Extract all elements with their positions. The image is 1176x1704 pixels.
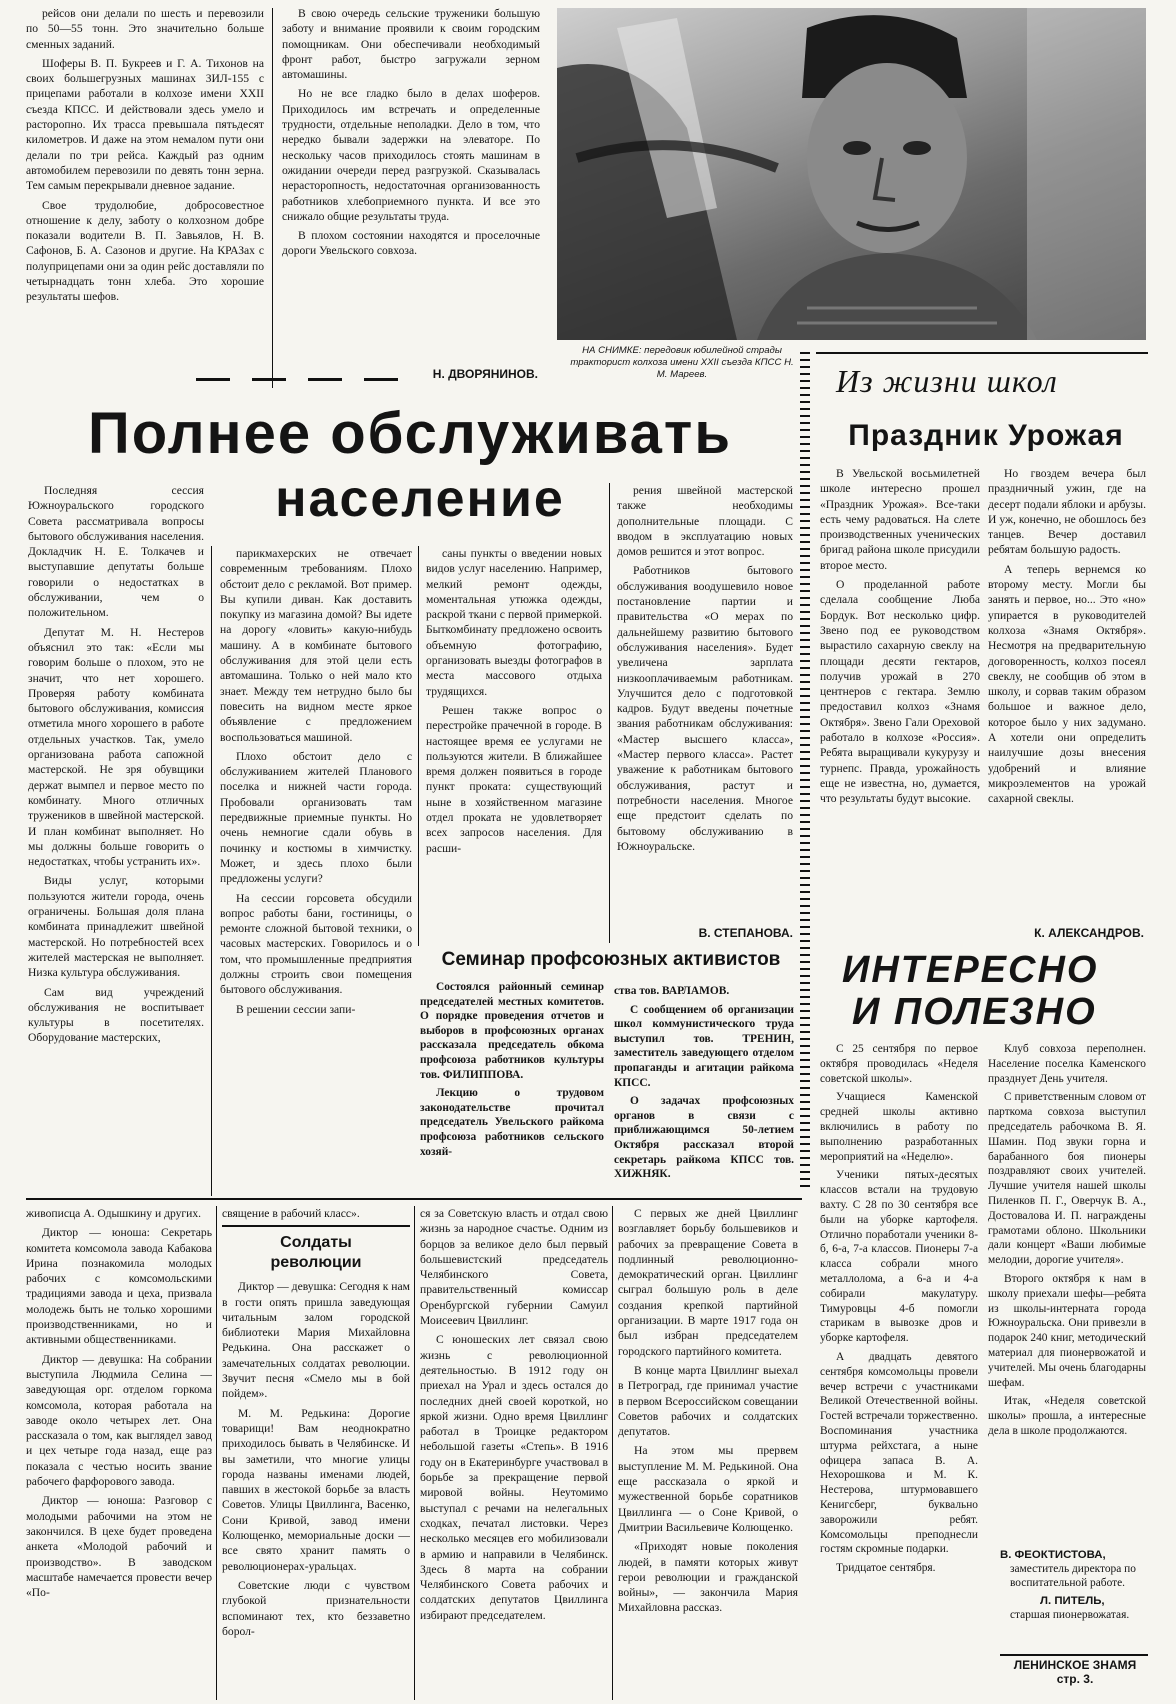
column-divider <box>414 1206 415 1700</box>
paragraph: Итак, «Неделя советской школы» прошла, а интересные дела в школе продолжаются. <box>988 1395 1146 1437</box>
seminar-title: Семинар профсоюзных активистов <box>441 949 781 970</box>
top-column-1 <box>26 6 264 390</box>
paragraph: Депутат М. Н. Нестеров объяснил это так: «Если мы говорим больше о плохом, это не значит, что нет хорошего. Проверяя работу комбината бытового обслуживания, комиссия отметила много хорошего в работе отдельных участков. Так, умело организована работа сапожной мастерской. Не зря обувщики держат вымпел и первое место по комбинату. Много отличных тружеников в швейной мастерской. И план комбинат выполняет. Но мы должны больше говорить о недостатках, чтобы устранить их». <box>28 625 204 869</box>
paragraph: Диктор — юноша: Секретарь комитета комсомола завода Кабакова Ирина познакомила молодых рабочих с комсомольскими традициями завода и цеха, призвала молодежь быть не только хорошими производственниками, но и активными общественниками. <box>26 1226 212 1347</box>
paragraph: В решении сессии запи- <box>236 1002 356 1016</box>
separator-dash <box>252 378 286 381</box>
paragraph: Диктор — юноша: Разговор с молодыми рабочими на этом не закончился. В цехе будет проведена анкета «Молодой рабочий и производство». В заводском масштабе намечается провести вечер «По- <box>26 1494 212 1600</box>
decorative-chain-divider <box>800 352 810 1192</box>
article1-column-1 <box>28 483 204 1195</box>
photo-caption: НА СНИМКЕ: передовик юбилейной страды тракторист колхоза имени XXII съезда КПСС Н. М. Мареев. <box>570 345 794 380</box>
paragraph: С юношеских лет связал свою жизнь с революционной деятельностью. В 1912 году он приехал на Урал и здесь остался до последних дней своей короткой, но яркой жизни. Одно время Цвиллинг работал в Троицке редактором небольшой газеты «Степь». В 1916 году он в Екатеринбурге участвовал в борьбе за прекращение первой мировой войны. Неутомимо выступал с речами на нелегальных сходках, печатал листовки. Через несколько месяцев его мобилизовали в армию и направили в Челябинск. Здесь 8 марта на собрании Челябинского Совета рабочих и солдатских депутатов Цвиллинга избирают председателем. <box>420 1333 608 1622</box>
schools-column-1 <box>820 466 980 946</box>
interesting-column-1 <box>820 1042 978 1674</box>
paragraph: Шоферы В. П. Букреев и Г. А. Тихонов на своих большегрузных машинах ЗИЛ-155 с прицепами работали в колхозе имени XXII съезда КПСС. И действовали здесь умело и расторопно. Их трасса превышала пятьдесят километров. И даже на этом немалом пути они делали по три рейса. Каждый раз одним автомобилем перевозили по девять тонн зерна. Тем самым перекрывали дневное задание. <box>26 56 264 193</box>
paragraph: На сессии горсовета обсудили вопрос работы бани, гостиницы, о ремонте сложной бытовой техники, о часовых мастерских. Говорилось и о том, что промышленные предприятия должны строить свои помещения бытового обслуживания. <box>220 891 412 997</box>
paragraph: живописца А. Одышкину и других. <box>26 1207 202 1220</box>
column-divider <box>418 546 419 946</box>
bottom-column-4 <box>618 1206 798 1700</box>
paragraph: Свое трудолюбие, добросовестное отношение к делу, заботу о колхозном добре показали водители В. П. Завьялов, Н. В. Сафонов, Б. А. Сазонов и другие. На КРАЗах с полуприцепами они за один рейс доставляли по четырнадцать тонн хлеба. Это хорошие результаты шефов. <box>26 198 264 304</box>
column-divider <box>216 1206 217 1700</box>
paragraph: Плохо обстоит дело с обслуживанием жителей Планового поселка и нижней части города. Пробовали организовать там передвижные приемные пункты. Но очень немногие сдали обувь в починку и костюмы в химчистку. Может, и здесь плохо были предложены услуги? <box>220 749 412 886</box>
headline-line-2: население <box>275 470 565 528</box>
paragraph: С сообщением об организации школ коммунистического труда выступил тов. ТРЕНИН, заместитель заведующего отделом пропаганды и агитации райкома КПСС. <box>614 1003 794 1089</box>
paragraph: М. М. Редькина: Дорогие товарищи! Вам неоднократно приходилось бывать в Челябинске. И вы заметили, что многие улицы города названы именами людей, павших в жестокой борьбе за власть Советов. Улицы Цвиллинга, Васенко, Сони Кривой, завод имени Колющенко, мемориальные доски — все свято хранит память о революционерах-уральцах. <box>222 1406 410 1573</box>
signature-dvoryaninov: Н. ДВОРЯНИНОВ. <box>432 367 538 381</box>
signature-role: старшая пионервожатая. <box>1010 1609 1130 1621</box>
paragraph: Сам вид учреждений обслуживания не воспитывает культуры в посетителях. Оборудование мастерских, <box>28 985 204 1045</box>
paragraph: Ученики пятых-десятых классов встали на трудовую вахту. С 28 по 30 сентября все были на уборке картофеля. Отлично поработали ученики 8-б, 6-а, 7-а классов. Пионеры 7-а класса собрали много металлолома, а 6-а и 4-а собирали макулатуру. Тимуровцы 4-б помогли старикам в вывозке дров и уборке картофеля. <box>820 1169 978 1345</box>
paragraph: С приветственным словом от парткома совхоза выступил председатель рабочкома В. Я. Шамин. Под звуки горна и барабанного боя пионеры поздравляют своих учителей. Лучшие учителя нашей школы Пиленков П. Г., Оверчук В. А., Достовалова И. П. награждены грамотами облоно. Школьники дали концерт «Ваши любимые мелодии, дорогие учителя». <box>988 1091 1146 1267</box>
article1-column-2 <box>220 546 412 1196</box>
paragraph: С первых же дней Цвиллинг возглавляет борьбу большевиков и рабочих за превращение Совета в подлинный революционно-демократический орган. Цвиллинг сыграл большую роль в деле создания крепкой партийной организации. В марте 1917 года он был избран председателем городского партийного комитета. <box>618 1207 798 1358</box>
paragraph: Состоялся районный семинар председателей местных комитетов. О порядке проведения отчетов и выборов в профсоюзных органах рассказала председатель обкома профсоюза работников культуры тов. ФИЛИППОВА. <box>420 981 604 1081</box>
paragraph: На этом мы прервем выступление М. М. Редькиной. Она еще рассказала о яркой и мужественной борьбе соратников Цвиллинга — о Соне Кривой, о Дмитрии Васильевиче Колющенко. <box>618 1444 798 1534</box>
rubric-top-rule <box>816 352 1148 354</box>
photo-tractor-driver <box>557 8 1146 340</box>
paragraph: В конце марта Цвиллинг выехал в Петроград, где принимал участие в первом Всероссийском совещании Советов рабочих и солдатских депутатов. <box>618 1363 798 1439</box>
paragraph: ся за Советскую власть и отдал свою жизнь за народное счастье. Одним из борцов за великое дело был первый большевистский председатель Челябинского Совета, правительственный комиссар Оренбургской губернии Самуил Моисеевич Цвиллинг. <box>420 1207 608 1328</box>
soldiers-title: Солдаты революции <box>270 1234 362 1272</box>
paragraph: О проделанной работе сделала сообщение Люба Бордук. Вот несколько цифр. Звено под ее руководством вырастило сахарную свеклу на площади десяти гектаров, получив урожай в 270 центнеров с гектара. Землю предоставил колхоз «Знамя Октября». Звено Гали Ореховой работало в колхозе «Россия». Ребята выращивали кукурузу и турнепс. Правда, урожайность еще не известна, но, думается, что результаты будут высокие. <box>820 578 980 806</box>
paragraph: «Приходят новые поколения людей, в памяти которых живут герои революции и гражданской войны», — закончила Мария Михайловна рассказ. <box>618 1540 798 1615</box>
paragraph: В плохом состоянии находятся и проселочные дороги Увельского совхоза. <box>282 229 540 258</box>
paragraph: Работников бытового обслуживания воодушевило новое постановление партии и правительства «О мерах по дальнейшему развитию бытового обслуживания населения». Будет увеличена зарплата низкооплачиваемым работникам. Улучшится дело с подготовкой кадров. Будут введены почетные звания работникам обслуживания: «Мастер высшего класса», «Мастер первого класса». Растет уважение к работникам бытового обслуживания, растут и потребности населения. Многое еще предстоит сделать по бытовому обслуживанию в Южноуральске. <box>617 564 793 853</box>
signature-pitel: Л. ПИТЕЛЬ, <box>1040 1595 1105 1607</box>
paragraph: Лекцию о трудовом законодательстве прочитал председатель Увельского райкома профсоюза работников сельского хозяй- <box>420 1087 604 1158</box>
signature-aleksandrov: К. АЛЕКСАНДРОВ. <box>1034 926 1144 940</box>
heading-rule <box>222 1225 410 1227</box>
paragraph: Второго октября к нам в школу приехали шефы—ребята из школы-интерната города Южноуральска. Они привезли в подарок 240 книг, методический материал для пионервожатой и учителей. Мы очень благодарны шефам. <box>988 1272 1146 1389</box>
bottom-column-1 <box>26 1206 212 1700</box>
paragraph: рейсов они делали по шесть и перевозили по 50—55 тонн. Это значительно больше сменных заданий. <box>26 7 264 51</box>
newspaper-footer: ЛЕНИНСКОЕ ЗНАМЯ стр. 3. <box>1013 1658 1137 1686</box>
column-divider <box>612 1206 613 1700</box>
column-divider <box>211 546 212 1196</box>
seminar-column-1 <box>420 980 604 1190</box>
paragraph: Тридцатое сентября. <box>836 1562 936 1575</box>
bottom-column-3 <box>420 1206 608 1700</box>
paragraph: А двадцать девятого сентября комсомольцы провели вечер встречи с участниками Великой Отечественной войны. Гостей встречали торжественно. Воспоминания участника штурма рейхстага, а ныне офицера запаса В. А. Нехорошкова и М. К. Нестерова, штурмовавшего Кенигсберг, буквально заворожили ребят. Комсомольцы преподнесли гостям скромные подарки. <box>820 1350 978 1556</box>
photo-illustration <box>557 8 1146 340</box>
paragraph: В Увельской восьмилетней школе интересно прошел «Праздник Урожая». Все-таки есть чему радоваться. На слете производственных ученических бригад района школе присудили второе место. <box>820 467 980 572</box>
signature-feoktistova: В. ФЕОКТИСТОВА, <box>1000 1549 1106 1561</box>
paragraph: саны пункты о введении новых видов услуг населению. Например, мелкий ремонт одежды, моментальная утюжка одежды, раскрой ткани с первой примеркой. Быткомбинату предложено освоить объемную фотографию, организовать выезды фотографов в места массового отдыха трудящихся. <box>426 547 602 698</box>
paragraph: Диктор — девушка: На собрании выступила Людмила Селина — заведующая орг. отделом горкома комсомола, которая работала на заводе около четырех лет. Она рассказала о том, как выглядел завод и цех четыре года назад, еще раз показала с честью носить звание рабочего фарфорового завода. <box>26 1352 212 1489</box>
schools-column-2 <box>988 466 1146 922</box>
paragraph: Но гвоздем вечера был праздничный ужин, где на десерт подали яблоки и арбузы. И уж, конечно, не обошлось без танцев. Вечер доставил ребятам большую радость. <box>988 467 1146 557</box>
paragraph: Учащиеся Каменской средней школы активно включились в работу по выполнению разработанных мероприятий на «Неделю». <box>820 1091 978 1163</box>
seminar-column-2 <box>614 984 794 1190</box>
interesting-column-2 <box>988 1042 1146 1542</box>
paragraph: Виды услуг, которыми пользуются жители города, очень ограничены. Большая доля плана комбината принадлежит швейной мастерской. Но потребностей всех жителей мастерская не выполняет. Низка культура обслуживания. <box>28 874 204 980</box>
paragraph: Диктор — девушка: Сегодня к нам в гости опять пришла заведующая читальным залом городской библиотеки Мария Михайловна Редькина. Она расскажет о замечательных солдатах революции. Звучит песня «Смело мы в бой пойдем». <box>222 1280 410 1401</box>
paragraph: священие в рабочий класс». <box>222 1207 360 1220</box>
paragraph: Клуб совхоза переполнен. Население поселка Каменского празднует День учителя. <box>988 1043 1146 1085</box>
interesting-title-line-2: И ПОЛЕЗНО <box>852 991 1097 1033</box>
schools-title: Праздник Урожая <box>848 419 1124 452</box>
paragraph: О задачах профсоюзных органов в связи с приближающимся 50-летием Октября рассказал второй секретарь райкома КПСС тов. ХИЖНЯК. <box>614 1095 794 1181</box>
article1-column-3 <box>426 546 602 946</box>
paragraph: С 25 сентября по первое октября проводилась «Неделя советской школы». <box>820 1043 978 1085</box>
column-divider <box>272 8 273 388</box>
signature-block <box>1000 1548 1150 1622</box>
paragraph: парикмахерских не отвечает современным требованиям. Плохо обстоит дело с рекламой. Вот пример. Вы купили диван. Как доставить покупку из магазина домой? Вы идете на дорогу «ловить» какую-нибудь машину. А в комбинате бытового обслуживания для этой цели есть автомашина. Только о ней мало кто знает. Между тем нетрудно было бы повесить на видном месте яркое объявление с предложением воспользоваться машиной. <box>220 547 412 744</box>
footer-rule <box>1000 1654 1148 1656</box>
interesting-title-line-1: ИНТЕРЕСНО <box>842 949 1099 991</box>
paragraph: Советские люди с чувством глубокой признательности вспоминают тех, кто беззаветно борол- <box>222 1578 410 1638</box>
top-column-2 <box>282 6 540 374</box>
rubric-from-school-life: Из жизни школ <box>836 363 1058 399</box>
paragraph: ства тов. ВАРЛАМОВ. <box>614 985 730 997</box>
separator-dash <box>308 378 342 381</box>
separator-dash <box>364 378 398 381</box>
article1-column-4 <box>617 483 793 923</box>
paragraph: В свою очередь сельские труженики большую заботу и внимание проявили к своим городским помощникам. Они обеспечивали необходимый фронт работ, быстро загружали зерном автомашины. <box>282 7 540 82</box>
signature-role: заместитель директора по воспитательной работе. <box>1010 1563 1136 1589</box>
paragraph: А теперь вернемся ко второму месту. Могли бы занять и первое, но... Это «но» упирается в руководителей колхоза «Знамя Октября». Несмотря на предварительную договоренность, колхоз посеял свеклу, не сообщив об этом в школу, и сорвав таким образом большое и важное дело, которое было у них задумано. А хотели они определить наилучшие дозы внесения удобрений и влияние микроэлементов на урожай сахарной свеклы. <box>988 562 1146 806</box>
section-divider <box>26 1198 802 1200</box>
bottom-column-2 <box>222 1206 410 1700</box>
paragraph: Последняя сессия Южноуральского городского Совета рассматривала вопросы бытового обслуживания населения. Докладчик Н. Е. Толкачев и выступавшие депутаты больше говорили о недостатках в обслуживании, чем о положительном. <box>28 484 204 620</box>
column-divider <box>609 483 610 943</box>
paragraph: Решен также вопрос о перестройке прачечной в городе. В настоящее время ее услугами не пользуются жители. В ближайшее время должен появиться в городе пункт проката: существующий ныне в хозяйственном магазине отдел проката не удовлетворяет всех запросов населения. Для расши- <box>426 703 602 855</box>
separator-dash <box>196 378 230 381</box>
paragraph: Но не все гладко было в делах шоферов. Приходилось им встречать и определенные трудности, отдельные неполадки. Дело в том, что нередко бывали задержки на элеваторе. По нескольку часов приходилось стоять машинам в ожидании очереди перед разгрузкой. Сказывалась нерасторопность, недостаточная организованность работников хлебоприемного пункта. И все это снижало общие результаты труда. <box>282 87 540 223</box>
paragraph: рения швейной мастерской также необходимы дополнительные площади. С вводом в эксплуатацию новых домов решится и этот вопрос. <box>617 484 793 559</box>
headline-line-1: Полнее обслуживать <box>88 401 732 466</box>
signature-stepanova: В. СТЕПАНОВА. <box>698 926 793 940</box>
